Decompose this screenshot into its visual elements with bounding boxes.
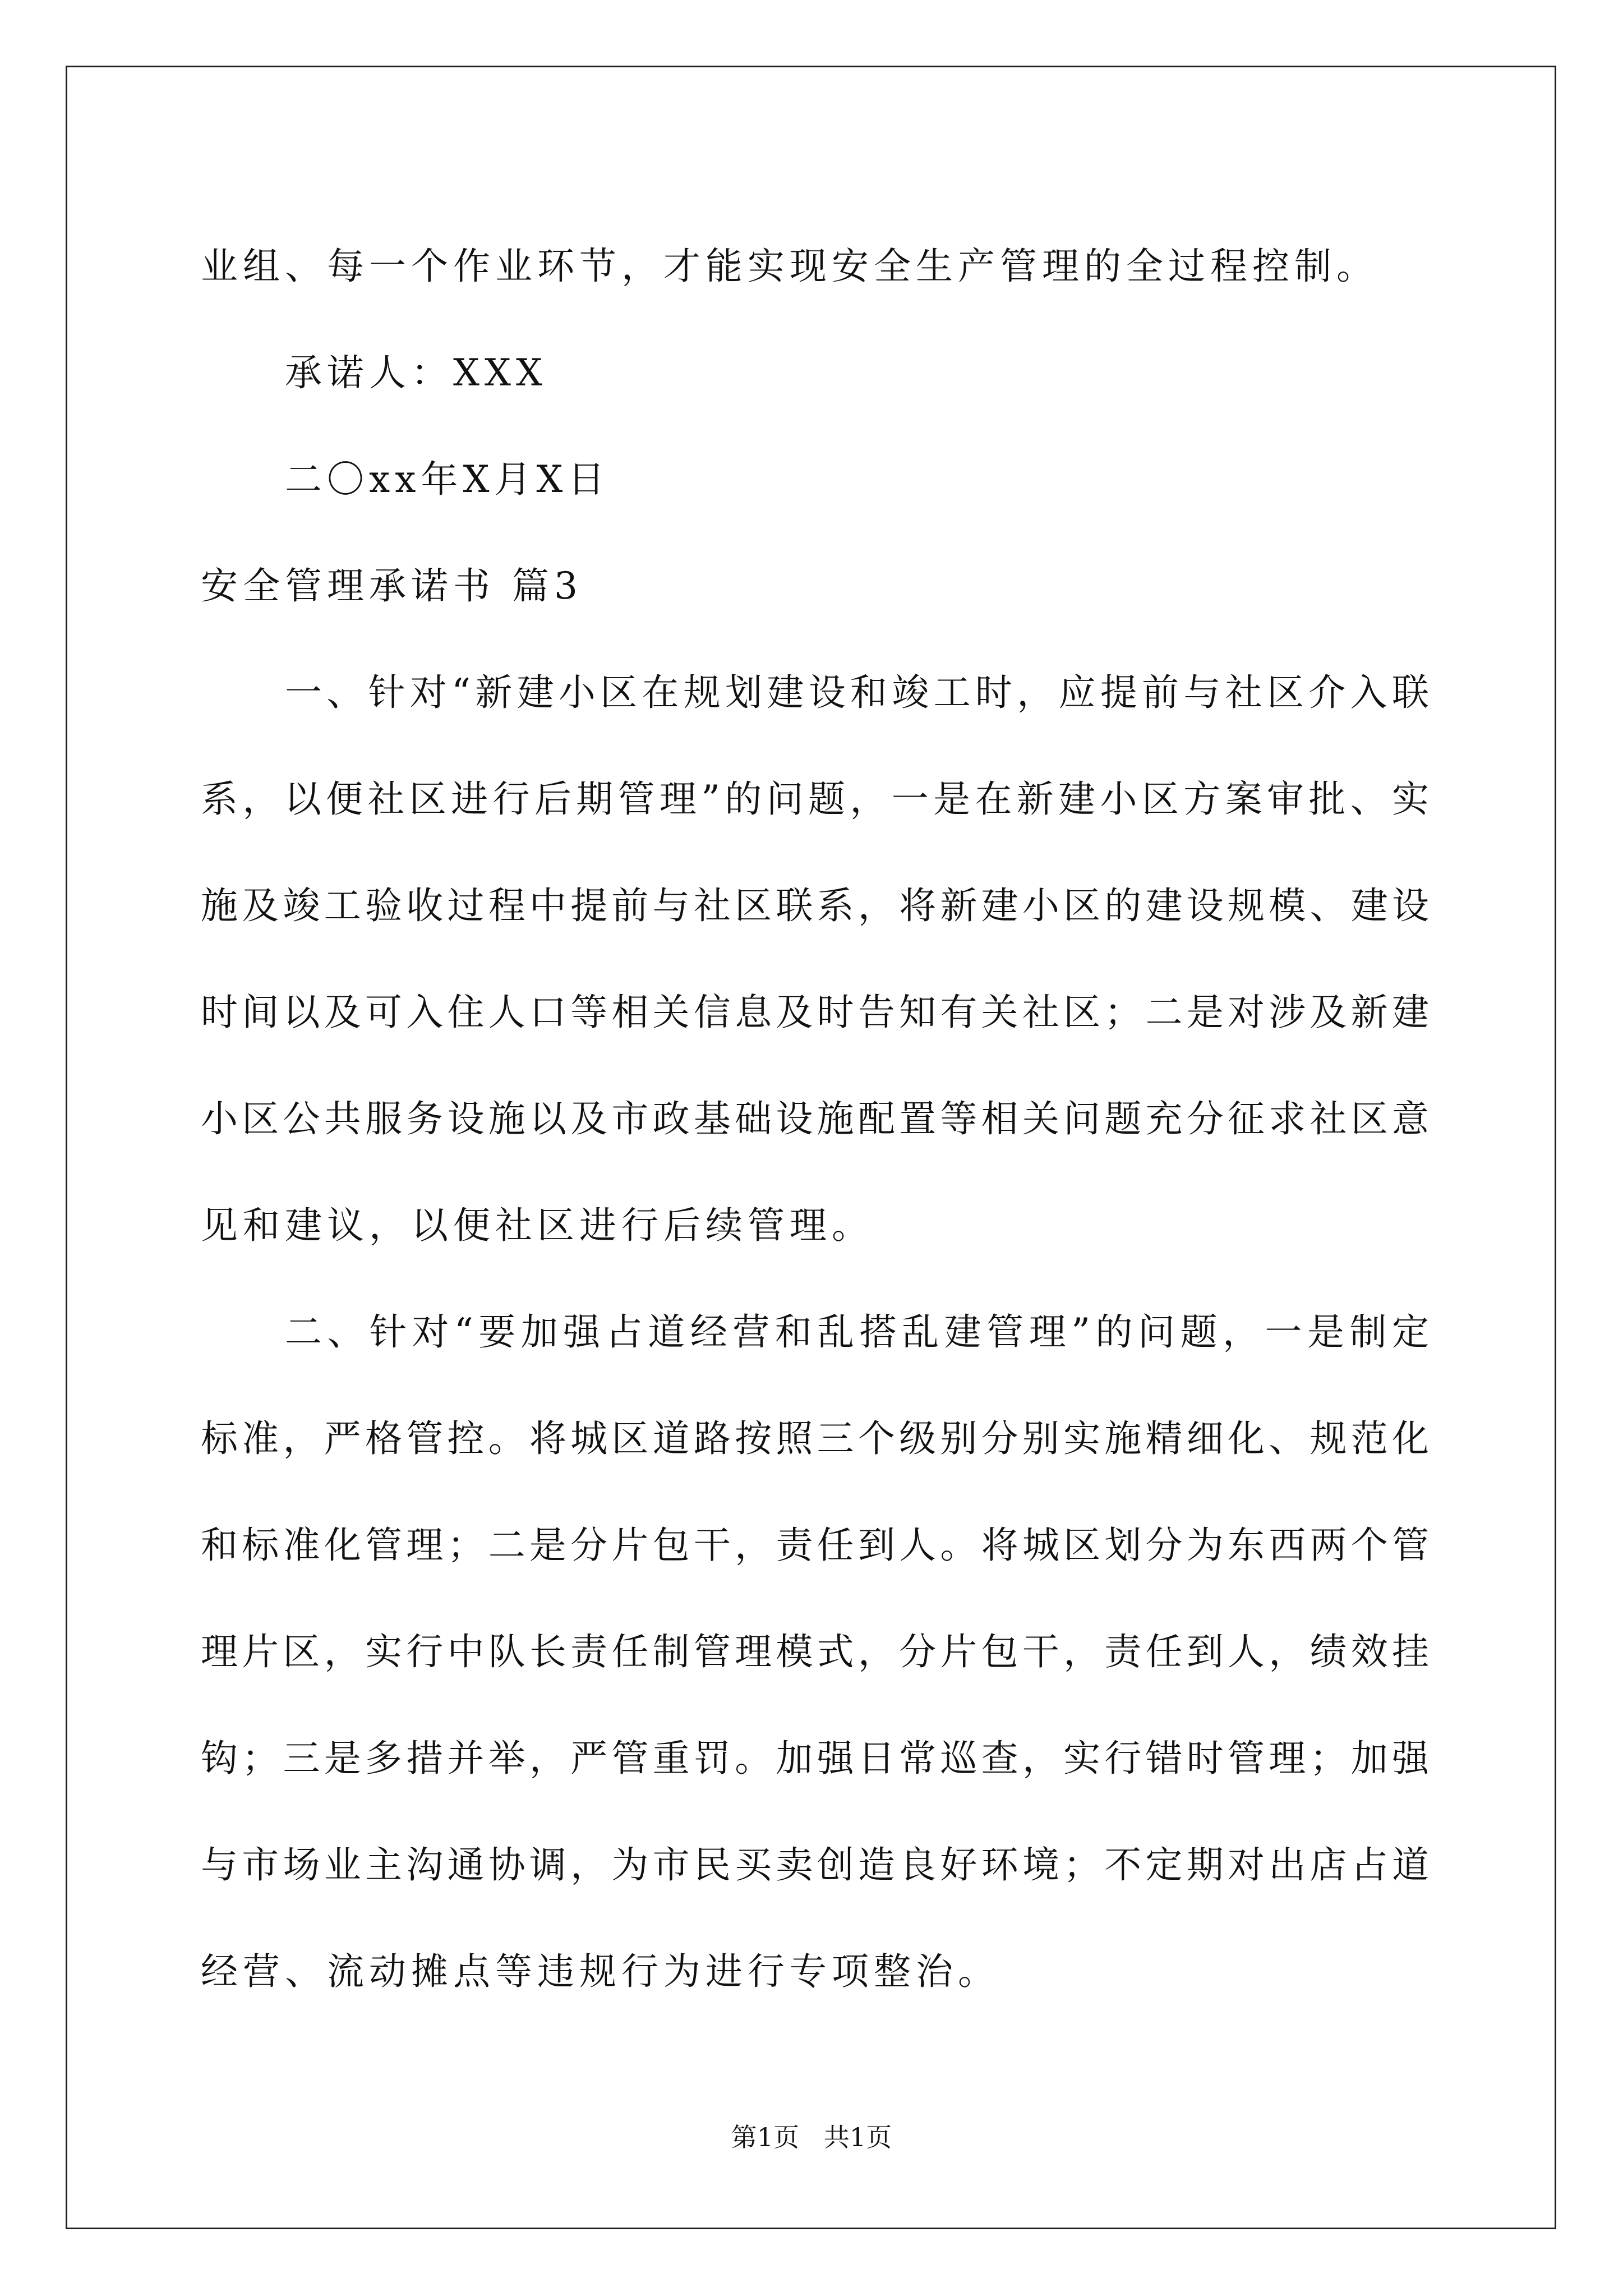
date-line: 二〇xx年X月X日 <box>285 458 610 501</box>
document-body <box>201 213 1429 2025</box>
paragraph-line: 和标准化管理；二是分片包干，责任到人。将城区划分为东西两个管 <box>201 1524 1429 1567</box>
paragraph-line: 系，以便社区进行后期管理”的问题，一是在新建小区方案审批、实 <box>201 777 1429 821</box>
paragraph-line: 见和建议，以便社区进行后续管理。 <box>201 1204 874 1247</box>
paragraph-line: 施及竣工验收过程中提前与社区联系，将新建小区的建设规模、建设 <box>201 884 1429 927</box>
paragraph-line: 二、针对“要加强占道经营和乱搭乱建管理”的问题，一是制定 <box>285 1310 1429 1354</box>
paragraph-line: 时间以及可入住人口等相关信息及时告知有关社区；二是对涉及新建 <box>201 991 1429 1034</box>
paragraph-line: 与市场业主沟通协调，为市民买卖创造良好环境；不定期对出店占道 <box>201 1843 1429 1887</box>
section-title: 安全管理承诺书 篇3 <box>201 564 583 608</box>
page-footer: 第1页 共1页 <box>731 2122 892 2152</box>
paragraph-line: 标准，严格管控。将城区道路按照三个级别分别实施精细化、规范化 <box>201 1417 1429 1460</box>
continuation-line: 业组、每一个作业环节，才能实现安全生产管理的全过程控制。 <box>201 245 1378 288</box>
paragraph-line: 经营、流动摊点等违规行为进行专项整治。 <box>201 1950 1000 1993</box>
paragraph-line: 一、针对“新建小区在规划建设和竣工时，应提前与社区介入联 <box>285 671 1429 714</box>
paragraph-line: 理片区，实行中队长责任制管理模式，分片包干，责任到人，绩效挂 <box>201 1630 1429 1673</box>
paragraph-line: 小区公共服务设施以及市政基础设施配置等相关问题充分征求社区意 <box>201 1097 1429 1140</box>
paragraph-2 <box>201 1279 1429 2025</box>
paragraph-line: 钩；三是多措并举，严管重罚。加强日常巡查，实行错时管理；加强 <box>201 1737 1429 1780</box>
paragraph-1 <box>201 639 1429 1279</box>
promisor-line: 承诺人：XXX <box>285 351 547 394</box>
